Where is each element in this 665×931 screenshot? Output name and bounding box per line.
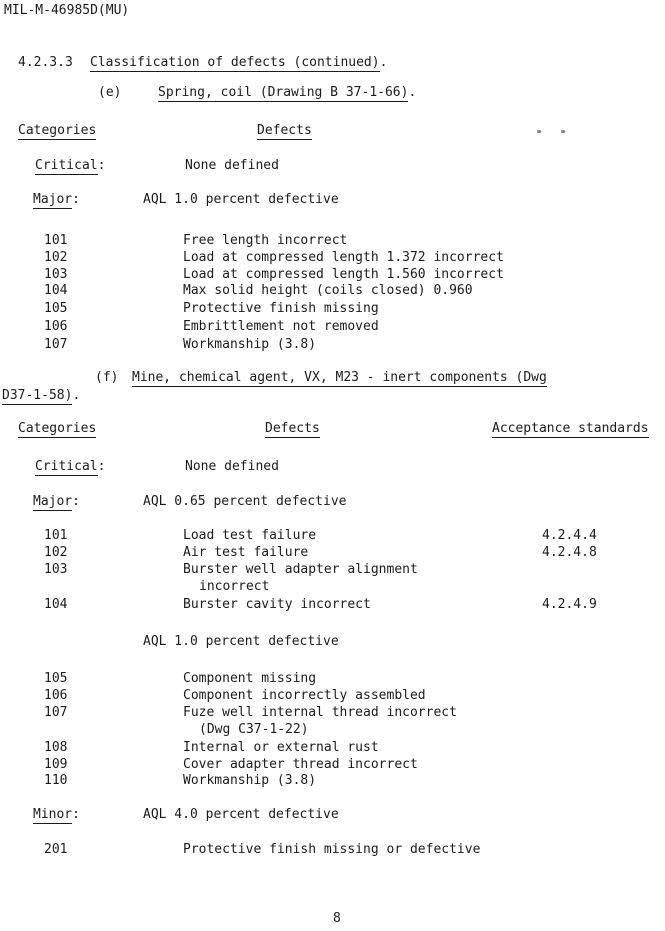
defect-code: 104 bbox=[44, 283, 68, 298]
table-row bbox=[0, 757, 665, 773]
defect-description: Fuze well internal thread incorrect bbox=[183, 705, 457, 720]
aql-statement: AQL 1.0 percent defective bbox=[143, 634, 339, 649]
category-label: Critical bbox=[35, 459, 98, 474]
defect-code: 105 bbox=[44, 301, 68, 316]
section-e-label: (e) bbox=[98, 85, 122, 100]
section-f-label: (f) bbox=[95, 370, 119, 385]
defect-description: Internal or external rust bbox=[183, 740, 379, 755]
critical-value: None defined bbox=[185, 158, 279, 173]
scan-artifact-dot bbox=[561, 130, 565, 133]
defect-code: 107 bbox=[44, 337, 68, 352]
category-label: Major bbox=[33, 494, 73, 509]
column-header-categories: Categories bbox=[18, 123, 97, 138]
table-row bbox=[0, 842, 665, 858]
defect-description: Component missing bbox=[183, 671, 317, 686]
category-major bbox=[33, 192, 80, 207]
defect-code: 104 bbox=[44, 597, 68, 612]
defect-code: 110 bbox=[44, 773, 68, 788]
table-row bbox=[0, 319, 665, 335]
defect-code: 101 bbox=[44, 233, 68, 248]
table-row bbox=[0, 597, 665, 613]
table-row bbox=[0, 773, 665, 789]
punctuation: : bbox=[97, 158, 106, 173]
defect-description: Protective finish missing bbox=[183, 301, 379, 316]
defect-description: Cover adapter thread incorrect bbox=[183, 757, 418, 772]
punctuation: : bbox=[97, 459, 106, 474]
punctuation: : bbox=[72, 494, 80, 509]
page-number: 8 bbox=[333, 911, 341, 926]
section-f-title-continuation: D37-1-58) bbox=[2, 388, 73, 403]
column-header-acceptance-standards: Acceptance standards bbox=[492, 421, 649, 436]
table-row bbox=[0, 562, 665, 578]
table-row bbox=[0, 740, 665, 756]
section-f-title-line1: Mine, chemical agent, VX, M23 - inert components (Dwg bbox=[132, 370, 547, 385]
table-row bbox=[0, 688, 665, 704]
defect-description: Load test failure bbox=[183, 528, 317, 543]
defect-description: Component incorrectly assembled bbox=[183, 688, 426, 703]
acceptance-standard: 4.2.4.9 bbox=[542, 597, 597, 612]
table-row bbox=[0, 671, 665, 687]
defect-code: 102 bbox=[44, 545, 68, 560]
category-label: Critical bbox=[35, 158, 98, 173]
column-header-categories: Categories bbox=[18, 421, 97, 436]
column-header-defects: Defects bbox=[265, 421, 320, 436]
defect-code: 103 bbox=[44, 562, 68, 577]
table-row bbox=[0, 528, 665, 544]
table-row-continuation bbox=[0, 579, 665, 595]
defect-description: Embrittlement not removed bbox=[183, 319, 379, 334]
scan-artifact-dot bbox=[537, 130, 541, 133]
defect-description-continuation: incorrect bbox=[199, 579, 270, 594]
defect-code: 101 bbox=[44, 528, 68, 543]
category-minor bbox=[33, 807, 80, 822]
acceptance-standard: 4.2.4.4 bbox=[542, 528, 597, 543]
table-row bbox=[0, 283, 665, 299]
punctuation: . bbox=[408, 85, 417, 100]
defect-description: Load at compressed length 1.372 incorrect bbox=[183, 250, 504, 265]
defect-description: Max solid height (coils closed) 0.960 bbox=[183, 283, 473, 298]
punctuation: : bbox=[72, 192, 80, 207]
category-label: Major bbox=[33, 192, 73, 207]
paragraph-number: 4.2.3.3 bbox=[18, 55, 73, 70]
table-row bbox=[0, 250, 665, 266]
defect-code: 103 bbox=[44, 267, 68, 282]
defect-code: 106 bbox=[44, 319, 68, 334]
category-critical bbox=[35, 459, 105, 474]
defect-description: Workmanship (3.8) bbox=[183, 773, 317, 788]
aql-statement: AQL 1.0 percent defective bbox=[143, 192, 339, 207]
defect-description: Protective finish missing or defective bbox=[183, 842, 481, 857]
defect-description-continuation: (Dwg C37-1-22) bbox=[199, 722, 309, 737]
defect-code: 109 bbox=[44, 757, 68, 772]
defect-code: 201 bbox=[44, 842, 68, 857]
aql-statement: AQL 0.65 percent defective bbox=[143, 494, 347, 509]
defect-description: Burster well adapter alignment bbox=[183, 562, 418, 577]
punctuation: : bbox=[72, 807, 80, 822]
category-major bbox=[33, 494, 80, 509]
defect-description: Free length incorrect bbox=[183, 233, 348, 248]
category-critical bbox=[35, 158, 105, 173]
table-row bbox=[0, 233, 665, 249]
punctuation: . bbox=[72, 388, 81, 403]
section-e-title-line bbox=[158, 85, 416, 100]
category-label: Minor bbox=[33, 807, 73, 822]
punctuation: . bbox=[379, 55, 388, 70]
section-f-title-line2 bbox=[2, 388, 80, 403]
table-row-continuation bbox=[0, 722, 665, 738]
defect-code: 102 bbox=[44, 250, 68, 265]
defect-description: Burster cavity incorrect bbox=[183, 597, 371, 612]
table-row bbox=[0, 301, 665, 317]
doc-id: MIL-M-46985D(MU) bbox=[4, 3, 130, 18]
defect-code: 105 bbox=[44, 671, 68, 686]
table-row bbox=[0, 545, 665, 561]
table-row bbox=[0, 267, 665, 283]
acceptance-standard: 4.2.4.8 bbox=[542, 545, 597, 560]
defect-code: 107 bbox=[44, 705, 68, 720]
defect-description: Workmanship (3.8) bbox=[183, 337, 317, 352]
section-e-title: Spring, coil (Drawing B 37-1-66) bbox=[158, 85, 409, 100]
defect-description: Air test failure bbox=[183, 545, 309, 560]
table-row bbox=[0, 705, 665, 721]
critical-value: None defined bbox=[185, 459, 279, 474]
paragraph-title: Classification of defects (continued) bbox=[90, 55, 380, 70]
paragraph-title-line bbox=[90, 55, 387, 70]
defect-description: Load at compressed length 1.560 incorrect bbox=[183, 267, 504, 282]
column-header-defects: Defects bbox=[257, 123, 312, 138]
defect-code: 106 bbox=[44, 688, 68, 703]
defect-code: 108 bbox=[44, 740, 68, 755]
table-row bbox=[0, 337, 665, 353]
aql-statement: AQL 4.0 percent defective bbox=[143, 807, 339, 822]
